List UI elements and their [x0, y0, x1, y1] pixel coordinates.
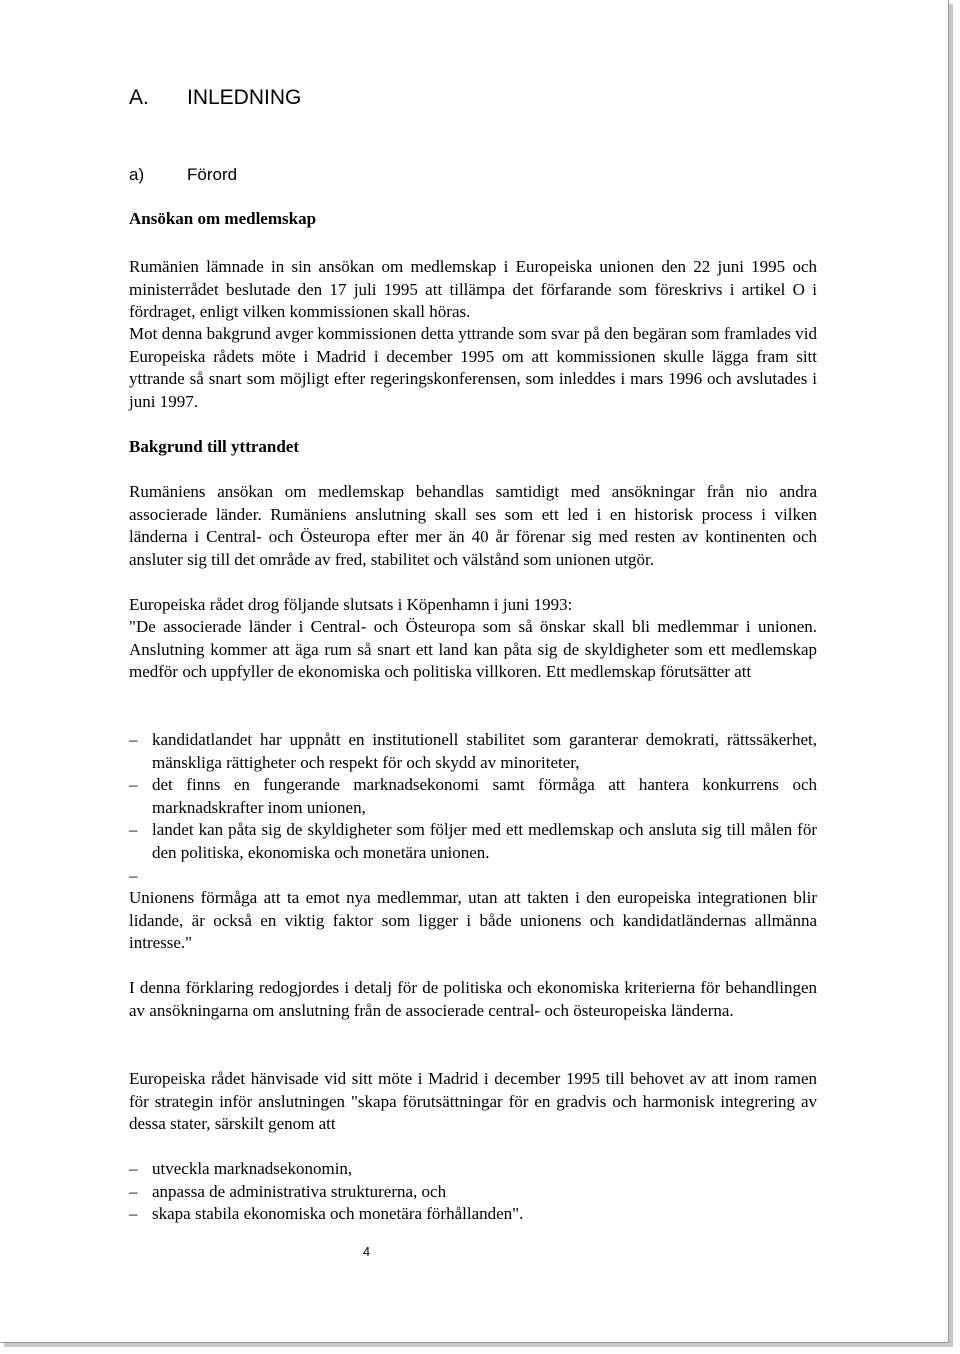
heading2-title: Förord: [187, 165, 238, 184]
bullet-dash: –: [129, 820, 138, 840]
heading1-title: INLEDNING: [187, 86, 302, 109]
section2-title: Bakgrund till yttrandet: [129, 437, 300, 456]
section2-para1: Rumäniens ansökan om medlemskap behandlas samtidigt med ansökningar från nio andra associerade länder. Rumäniens anslutning skall ses som ett led i en historisk process i vilken länderna i Central- och Östeuropa efter mer än 40 år förenar sig med resten av kontinenten och ansluter sig till det område av fred, stabilitet och välstånd som unionen utgör.: [129, 482, 817, 569]
heading-forord: [129, 163, 237, 187]
page-number: 4: [362, 1244, 371, 1259]
list-item-text: det finns en fungerande marknadsekonomi samt förmåga att hantera konkurrens och marknadskrafter inom unionen,: [152, 775, 817, 817]
list-item: [129, 774, 817, 819]
heading2-number: a): [129, 165, 145, 184]
strategy-list: [129, 1158, 817, 1226]
section2-para5: I denna förklaring redogjordes i detalj för de politiska och ekonomiska kriterierna för behandlingen av ansökningarna om anslutning från de associerade central- och östeuropeiska länderna.: [129, 978, 817, 1020]
section1-para1: Rumänien lämnade in sin ansökan om medlemskap i Europeiska unionen den 22 juni 1995 och ministerrådet beslutade den 17 juli 1995 att tillämpa det förfarande som föreskrivs i artikel O i fördraget, enligt vilken kommissionen skall höras.: [129, 257, 817, 322]
section1-para2: Mot denna bakgrund avger kommissionen detta yttrande som svar på den begäran som framlades vid Europeiska rådets möte i Madrid i december 1995 om att kommissionen skulle lägga fram sitt yttrande så snart som möjligt efter regeringskonferensen, som inleddes i mars 1996 och avslutades i juni 1997.: [129, 324, 817, 411]
heading-inledning: [129, 84, 301, 112]
heading1-number: A.: [129, 86, 149, 109]
section2-quote: "De associerade länder i Central- och Östeuropa som så önskar skall bli medlemmar i unionen. Anslutning kommer att äga rum så snart ett land kan påta sig de skyldigheter som ett medlemskap medför och uppfyller de ekonomiska och politiska villkoren. Ett medlemskap förutsätter att: [129, 617, 817, 682]
bullet-dash: –: [129, 1204, 138, 1224]
section2-para2: Europeiska rådet drog följande slutsats i Köpenhamn i juni 1993:: [129, 595, 573, 614]
bullet-dash: –: [129, 730, 138, 749]
list-item: [129, 819, 817, 864]
list-item-text: kandidatlandet har uppnått en institutionell stabilitet som garanterar demokrati, rättssäkerhet, mänskliga rättigheter och respekt för och skydd av minoriteter,: [152, 730, 817, 772]
bullet-dash: –: [129, 775, 138, 795]
list-item-text: landet kan påta sig de skyldigheter som följer med ett medlemskap och ansluta sig till målen för den politiska, ekonomiska och monetära unionen.: [152, 820, 817, 862]
criteria-list: [129, 729, 817, 887]
section1-title: Ansökan om medlemskap: [129, 209, 317, 228]
list-item-text: skapa stabila ekonomiska och monetära förhållanden".: [152, 1204, 524, 1224]
list-item: [129, 729, 817, 774]
section2-para4: Unionens förmåga att ta emot nya medlemmar, utan att takten i den europeiska integrationen blir lidande, är också en viktig faktor som ligger i både unionens och kandidatländernas allmänna intresse.": [129, 888, 817, 953]
lone-dash: –: [129, 865, 138, 885]
list-item-text: anpassa de administrativa strukturerna, och: [152, 1181, 447, 1201]
list-item: [129, 1203, 817, 1226]
bullet-dash: –: [129, 1181, 138, 1201]
list-item: [129, 1158, 817, 1181]
list-item-text: utveckla marknadsekonomin,: [152, 1159, 353, 1178]
bullet-dash: –: [129, 1159, 138, 1178]
list-item: [129, 1181, 817, 1204]
section2-para6: Europeiska rådet hänvisade vid sitt möte i Madrid i december 1995 till behovet av att inom ramen för strategin inför anslutningen "skapa förutsättningar för en gradvis och harmonisk integrering av dessa stater, särskilt genom att: [129, 1069, 817, 1134]
